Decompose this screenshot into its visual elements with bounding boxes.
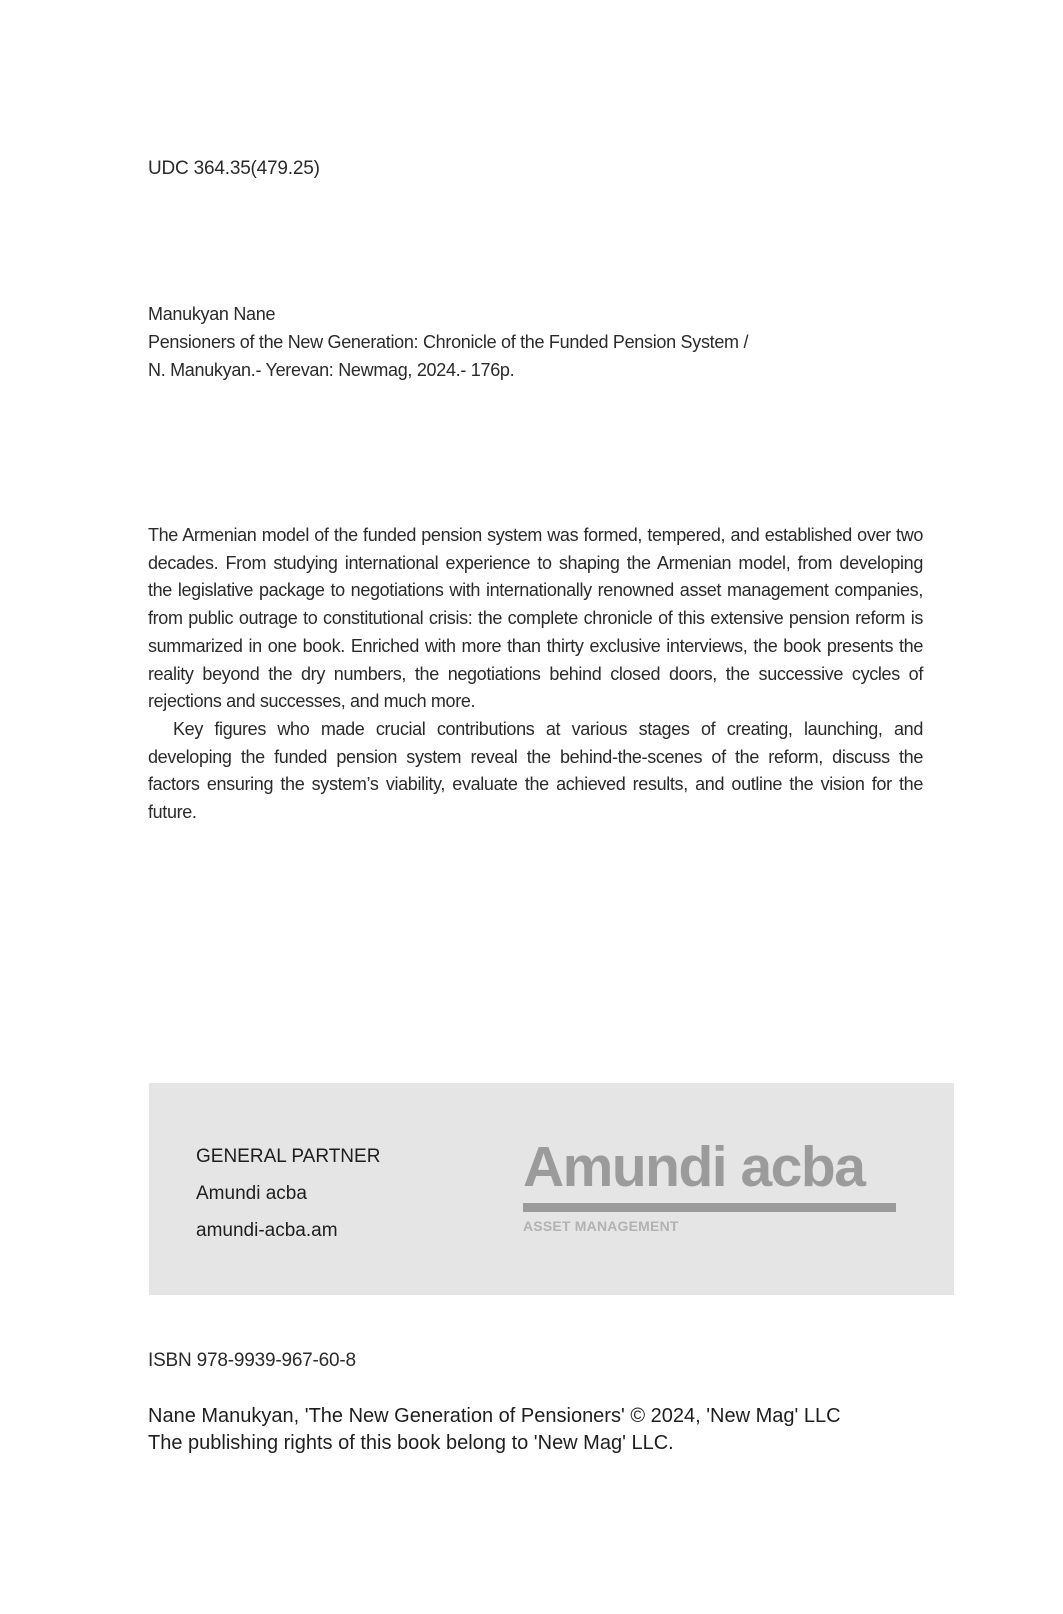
- logo-subtitle: ASSET MANAGEMENT: [523, 1218, 679, 1234]
- copyright-line: Nane Manukyan, 'The New Generation of Pensioners' © 2024, 'New Mag' LLC: [148, 1405, 841, 1427]
- book-title-line: Pensioners of the New Generation: Chronicle of the Funded Pension System /: [148, 332, 749, 352]
- logo-wordmark: Amundi acba: [523, 1135, 865, 1199]
- publishing-rights-line: The publishing rights of this book belong to 'New Mag' LLC.: [148, 1432, 674, 1454]
- partner-info: [196, 1138, 380, 1249]
- isbn-number: ISBN 978-9939-967-60-8: [148, 1350, 356, 1371]
- partner-website: amundi-acba.am: [196, 1220, 338, 1241]
- udc-code: UDC 364.35(479.25): [148, 158, 320, 179]
- partner-heading: GENERAL PARTNER: [196, 1146, 381, 1167]
- author-name: Manukyan Nane: [148, 304, 276, 324]
- abstract-paragraph: The Armenian model of the funded pension system was formed, tempered, and established over two decades. From studying international experience to shaping the Armenian model, from developing the legislative package to negotiations with internationally renowned asset management companies, from public outrage to constitutional crisis: the complete chronicle of this extensive pension reform is summarized in one book. Enriched with more than thirty exclusive interviews, the book presents the reality beyond the dry numbers, the negotiations behind closed doors, the successive cycles of rejections and successes, and much more.: [148, 525, 923, 712]
- partner-name: Amundi acba: [196, 1183, 307, 1204]
- general-partner-box: [149, 1083, 954, 1295]
- publication-line: N. Manukyan.- Yerevan: Newmag, 2024.- 176p.: [148, 360, 515, 380]
- copyright-notice: [148, 1403, 841, 1457]
- abstract-paragraph: Key figures who made crucial contributions at various stages of creating, launching, and developing the funded pension system reveal the behind-the-scenes of the reform, discuss the factors ensuring the system’s viability, evaluate the achieved results, and outline the vision for the future.: [148, 718, 923, 823]
- amundi-acba-logo: [523, 1135, 898, 1235]
- logo-underline-bar: [523, 1203, 896, 1212]
- bibliographic-record: [148, 300, 928, 384]
- book-abstract: [148, 522, 923, 827]
